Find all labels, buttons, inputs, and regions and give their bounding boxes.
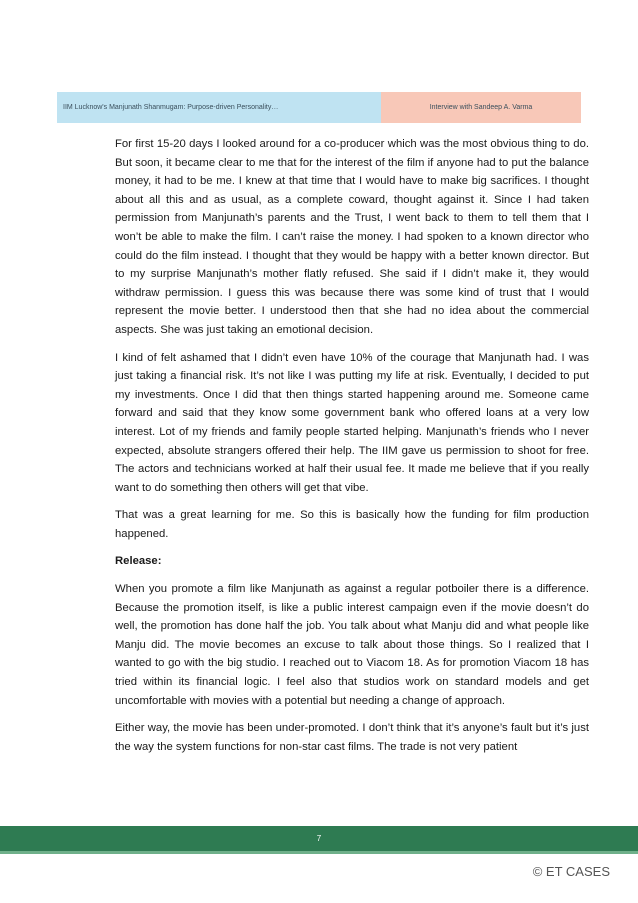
paragraph-4: When you promote a film like Manjunath as against a regular potboiler there is a difference. Because the promotion itself, is like a public interest campaign even if the movie doesn’t do well, the promotion has done half the job. You talk about what Manju did and what people like Manju did. The movie becomes an excuse to talk about those things. So I realized that I wanted to go with the big studio. I reached out to Viacom 18. As for promotion Viacom 18 has tried within its financial logic. I feel also that studios work on standard models and get uncomfortable with movies with a potential but needing a change of approach. <box>115 583 589 707</box>
header-left-title: IIM Lucknow's Manjunath Shanmugam: Purpose-driven Personality… <box>57 92 381 123</box>
brand-logo-text: © ET CASES <box>532 864 610 879</box>
paragraph-1: For first 15-20 days I looked around for a co-producer which was the most obvious thing to do. But soon, it became clear to me that for the interest of the film if anyone had to put the balance money, it had to be me. I knew at that time that I would have to make big sacrifices. I thought about all this and as usual, as a complete coward, thought against it. Since I had taken permission from Manjunath’s parents and the Trust, I went back to them to tell them that I won’t be able to make the film. I can’t raise the money. I had spoken to a known director who could do the film instead. I thought that they would be happy with a better known director. But to my surprise Manjunath’s mother flatly refused. She said if I didn’t make it, they would withdraw permission. I guess this was because there was some kind of trust that I would represent the movie better. I understood then that she had no idea about the commercial aspects. She was just taking an emotional decision. <box>115 138 589 336</box>
footer-strip <box>0 851 638 854</box>
document-body <box>115 135 589 765</box>
paragraph-5: Either way, the movie has been under-promoted. I don’t think that it’s anyone’s fault but it’s just the way the system functions for non-star cast films. The trade is not very patient <box>115 722 589 753</box>
header-right-title: Interview with Sandeep A. Varma <box>381 92 581 123</box>
paragraph-2: I kind of felt ashamed that I didn’t even have 10% of the courage that Manjunath had. I was just taking a financial risk. It’s not like I was putting my life at risk. Eventually, I decided to put my investments. Once I did that then things started happening around me. Someone came forward and said that they know some government bank who offered loans at a very low interest. Lot of my friends and family people started helping. Manjunath’s friends who I never expected, absolute strangers offered their help. The IIM gave us permission to shoot for free. The actors and technicians worked at half their usual fee. It made me believe that if you really want to do something then others will get that vibe. <box>115 351 589 494</box>
paragraph-3: That was a great learning for me. So this is basically how the funding for film production happened. <box>115 509 589 540</box>
section-heading-release: Release: <box>115 555 162 568</box>
page-number: 7 <box>316 834 322 843</box>
